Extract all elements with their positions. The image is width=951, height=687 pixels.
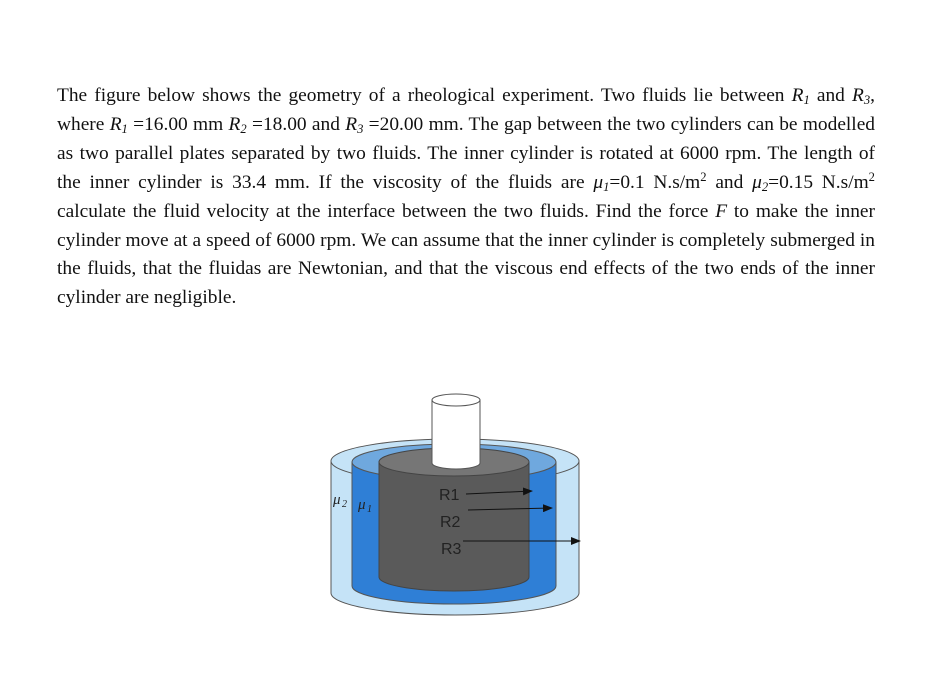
label-r2: R2 bbox=[440, 514, 461, 531]
symbol-mu: μ bbox=[752, 171, 762, 193]
subscript-2: 2 bbox=[240, 122, 247, 137]
text-run: to make the inner cylinder move at a speed of 6000 rpm. We can assume that the inner cylinder is completely submerged in the fluids, that the fluidas are Newtonian, and that the viscous end effects of the two ends of the inner cylinder are negligible. bbox=[57, 200, 875, 309]
shaft-top bbox=[432, 394, 480, 406]
symbol-r: R bbox=[109, 113, 122, 135]
subscript-2: 2 bbox=[761, 179, 769, 194]
symbol-r: R bbox=[345, 113, 358, 135]
text-run: and bbox=[809, 85, 852, 106]
value-mu2: =0.15 N.s/m bbox=[768, 171, 869, 193]
value-mu1: =0.1 N.s/m bbox=[609, 171, 701, 193]
symbol-r: R bbox=[791, 85, 804, 106]
subscript-1: 1 bbox=[803, 93, 810, 108]
symbol-f: F bbox=[715, 200, 728, 222]
label-mu1: μ bbox=[358, 497, 366, 513]
symbol-mu: μ bbox=[593, 171, 604, 193]
label-mu2: μ bbox=[333, 492, 341, 508]
shaft bbox=[432, 400, 480, 469]
label-mu2-subscript: 2 bbox=[342, 499, 347, 510]
value-r1: =16.00 mm bbox=[127, 113, 229, 135]
symbol-r: R bbox=[851, 85, 864, 106]
label-r3: R3 bbox=[441, 541, 462, 558]
subscript-3: 3 bbox=[863, 93, 871, 108]
subscript-3: 3 bbox=[357, 122, 364, 137]
superscript-2: 2 bbox=[868, 169, 875, 184]
value-r2: =18.00 and bbox=[246, 113, 346, 135]
text-run: The figure below shows the geometry of a rheological experiment. Two fluids lie between bbox=[57, 85, 792, 106]
symbol-r: R bbox=[228, 113, 241, 135]
text-run: calculate the fluid velocity at the interface between the two fluids. Find the force bbox=[57, 200, 716, 222]
text-run: and bbox=[706, 171, 753, 193]
superscript-2: 2 bbox=[700, 169, 707, 184]
subscript-1: 1 bbox=[603, 179, 610, 194]
text-run: , where bbox=[57, 85, 875, 135]
subscript-1: 1 bbox=[121, 122, 128, 137]
value-r3: =20.00 mm. The gap between the two cylinders can be modelled as two parallel plates separated by two fluids. The inner cylinder is rotated at 6000 rpm. The length of the inner cylinder is 33.4 mm. If the viscosity of the fluids are bbox=[57, 113, 875, 193]
label-mu1-subscript: 1 bbox=[367, 504, 372, 515]
label-r1: R1 bbox=[439, 487, 460, 504]
